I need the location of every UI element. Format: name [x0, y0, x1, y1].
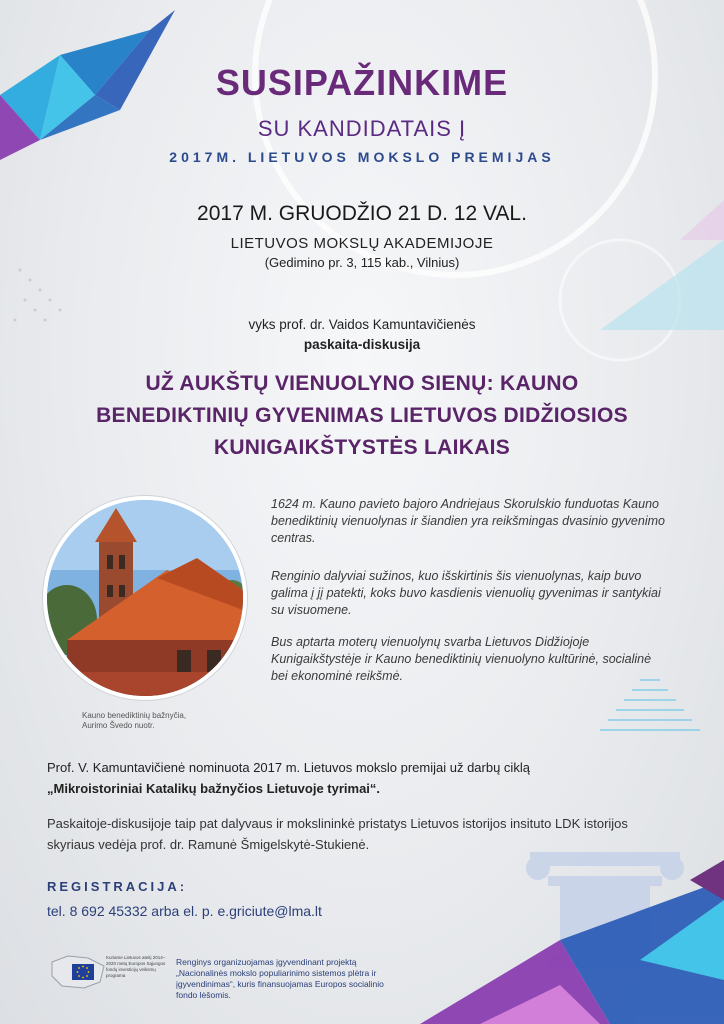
- additional-participant: Paskaitoje-diskusijoje taip pat dalyvaus ir mokslininkė pristatys Lietuvos istorijos insituto LDK istorijos skyriaus vedėja prof. dr. Ramunė Šmigelskytė-Stukienė.: [47, 816, 628, 852]
- caption-line-1: Kauno benediktinių bažnyčia,: [82, 711, 187, 720]
- eu-funds-logo-text: Kuriame Lietuvos ateitį 2014–2020 metų Europos Sąjungos fondų investicijų veiksmų programa: [106, 955, 166, 978]
- registration-contact[interactable]: tel. 8 692 45332 arba el. p. e.griciute@lma.lt: [47, 903, 322, 919]
- award-name: 2017M. LIETUVOS MOKSLO PREMIJAS: [169, 149, 555, 165]
- church-photo: [43, 496, 247, 700]
- description-paragraph-3: Bus aptarta moterų vienuolynų svarba Lietuvos Didžiojoje Kunigaikštystėje ir Kauno benediktinių vienuolyno kultūrinė, socialinė bei ekonominė reikšmė.: [271, 635, 652, 683]
- lecture-title-line-1: UŽ AUKŠTŲ VIENUOLYNO SIENŲ: KAUNO: [145, 372, 579, 395]
- speaker-line: vyks prof. dr. Vaidos Kamuntavičienės: [248, 317, 476, 332]
- event-venue: LIETUVOS MOKSLŲ AKADEMIJOJE: [230, 235, 494, 252]
- description-paragraph-1: 1624 m. Kauno pavieto bajoro Andriejaus Skorulskio funduotas Kauno benediktinių vienuolynas ir šiandien yra reikšmingas dvasinio gyvenimo centras.: [271, 497, 665, 545]
- church-illustration: [47, 500, 243, 696]
- registration-heading: REGISTRACIJA:: [47, 879, 188, 894]
- lithuania-map-logo: [48, 952, 108, 992]
- event-address: (Gedimino pr. 3, 115 kab., Vilnius): [264, 255, 460, 270]
- photo-caption: [82, 711, 186, 731]
- lecture-title-line-3: KUNIGAIKŠTYSTĖS LAIKAIS: [213, 436, 511, 459]
- nomination-sentence: Prof. V. Kamuntavičienė nominuota 2017 m. Lietuvos mokslo premijai už darbų ciklą: [47, 760, 530, 775]
- description-paragraph-2: Renginio dalyviai sužinos, kuo išskirtinis šis vienuolynas, kaip buvo galima į jį patekti, koks buvo kasdienis vienuolių gyvenimas ir santykiai su visuomene.: [271, 569, 661, 617]
- nominated-work: „Mikroistoriniai Katalikų bažnyčios Lietuvoje tyrimai“.: [47, 781, 381, 796]
- page-subtitle: SU KANDIDATAIS Į: [257, 116, 467, 141]
- event-date: 2017 M. GRUODŽIO 21 D. 12 VAL.: [197, 202, 527, 225]
- lecture-title-line-2: BENEDIKTINIŲ GYVENIMAS LIETUVOS DIDŽIOSIOS: [96, 404, 628, 427]
- nomination-text: [47, 757, 687, 799]
- event-type: paskaita-diskusija: [303, 337, 421, 352]
- caption-line-2: Aurimo Švedo nuotr.: [82, 721, 155, 730]
- footer-project-note: Renginys organizuojamas įgyvendinant projektą „Nacionalinės mokslo populiarinimo sistemos plėtra ir įgyvendinimas“, kuris finansuojamas Europos socialinio fondo lėšomis.: [176, 957, 384, 1000]
- page-title: SUSIPAŽINKIME: [215, 62, 509, 103]
